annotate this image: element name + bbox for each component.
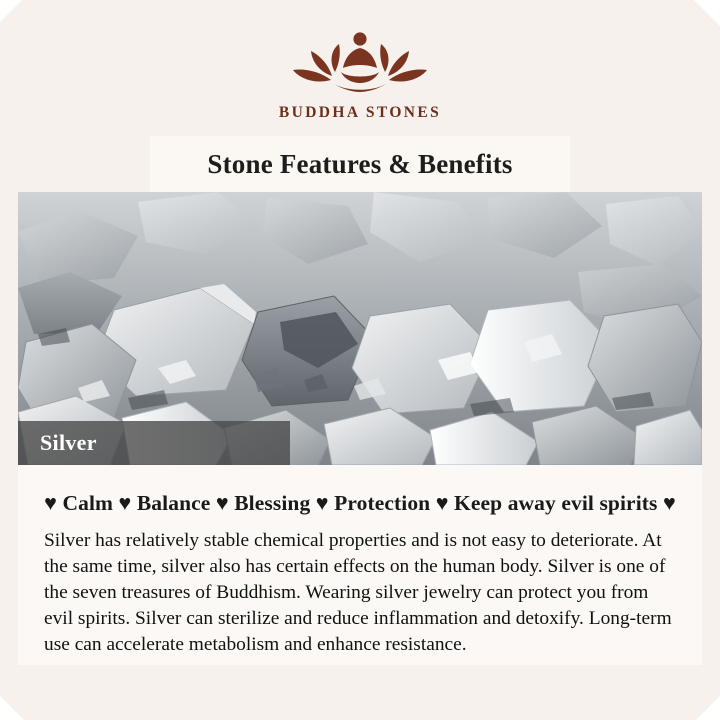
brand-name: BUDDHA STONES [278,104,442,121]
page-title: Stone Features & Benefits [207,148,513,179]
corner-notch-bottom-left [0,696,24,720]
hero-caption-bar [18,421,290,465]
section-title-bar [0,136,720,192]
benefit-keywords: ♥ Calm ♥ Balance ♥ Blessing ♥ Protection ♥ Keep away evil spirits ♥ [44,491,676,515]
brand-header [0,0,720,122]
hero-image [18,192,702,465]
content-panel [18,465,702,665]
section-title-panel [150,136,570,192]
lotus-meditation-figure-icon [275,22,445,100]
corner-notch-bottom-right [696,696,720,720]
stone-description: Silver has relatively stable chemical properties and is not easy to deteriorate. At the same time, silver also has certain effects on the human body. Silver is one of the seven treasures of Buddhism. Wearing silver jewelry can protect you from evil spirits. Silver can sterilize and reduce inflammation and detoxify. Long-term use can accelerate metabolism and enhance resistance. [44,530,672,655]
stone-name: Silver [40,430,97,455]
